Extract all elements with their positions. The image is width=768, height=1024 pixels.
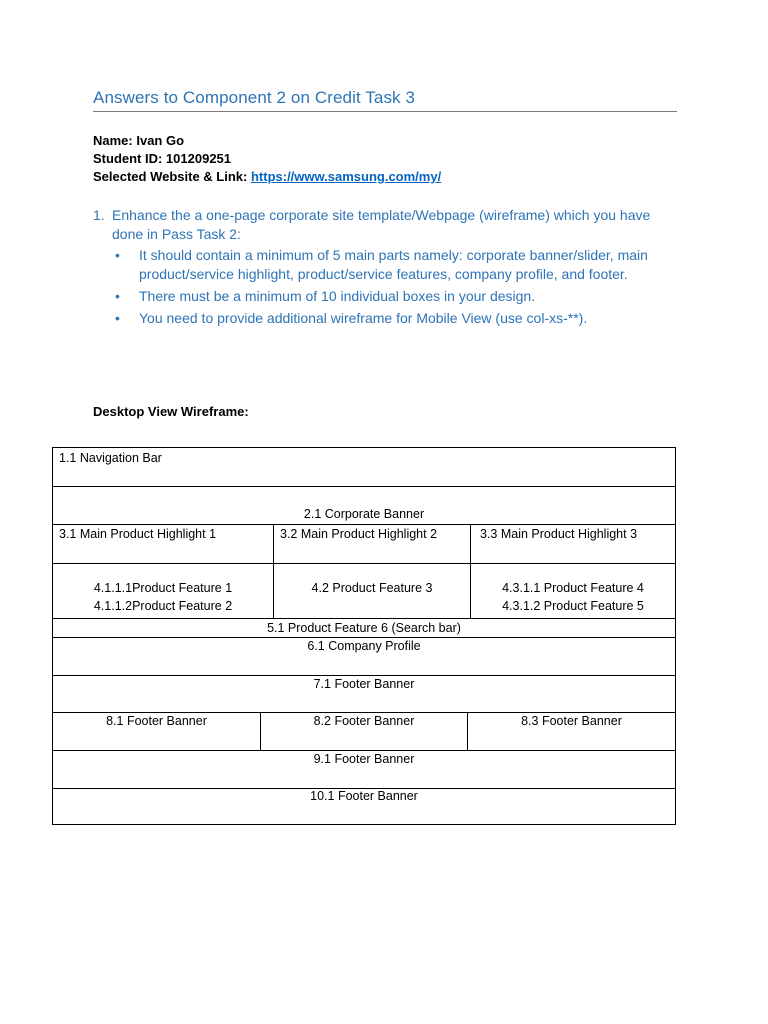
footer-banner-label: 8.1 Footer Banner	[106, 714, 207, 728]
desktop-wireframe-table	[52, 447, 676, 825]
wire-row-highlights	[53, 525, 675, 564]
highlight-cell	[471, 525, 675, 563]
wire-row-footer-7	[53, 676, 675, 713]
footer-banner-label: 9.1 Footer Banner	[313, 752, 415, 766]
highlight-label: 3.1 Main Product Highlight 1	[59, 527, 217, 541]
footer-cell	[261, 713, 468, 750]
wireframe-heading: Desktop View Wireframe:	[93, 404, 249, 419]
wire-row-footer-10	[53, 789, 675, 825]
website-label: Selected Website & Link:	[93, 169, 251, 184]
footer-cell	[53, 713, 261, 750]
feature-cell	[274, 564, 471, 618]
highlight-cell	[274, 525, 471, 563]
feature-label: 4.3.1.2 Product Feature 5	[502, 599, 644, 613]
website-link[interactable]: https://www.samsung.com/my/	[250, 169, 442, 184]
footer-banner-label: 8.2 Footer Banner	[313, 714, 415, 728]
feature-label: 4.3.1.1 Product Feature 4	[502, 581, 644, 595]
feature-cell	[53, 564, 274, 618]
wire-row-banner	[53, 487, 675, 525]
feature-label: 4.1.1.2Product Feature 2	[93, 599, 233, 613]
task-item	[93, 206, 683, 244]
feature-cell	[471, 564, 675, 618]
website-line	[93, 168, 441, 186]
student-info	[93, 132, 441, 186]
wire-row-nav	[53, 448, 675, 487]
wire-row-footer-9	[53, 751, 675, 789]
name-line: Name: Ivan Go	[93, 133, 185, 148]
nav-bar-label: 1.1 Navigation Bar	[59, 451, 162, 465]
highlight-cell	[53, 525, 274, 563]
student-id-line: Student ID: 101209251	[93, 151, 232, 166]
task-list	[93, 206, 683, 331]
task-bullet: • It should contain a minimum of 5 main parts namely: corporate banner/slider, main product/service highlight, product/service features, company profile, and footer.	[139, 246, 683, 284]
task-number: 1.	[93, 207, 105, 223]
highlight-label: 3.2 Main Product Highlight 2	[280, 527, 438, 541]
footer-banner-label: 7.1 Footer Banner	[313, 677, 415, 691]
footer-banner-label: 8.3 Footer Banner	[521, 714, 622, 728]
wire-row-profile	[53, 638, 675, 676]
banner-label: 2.1 Corporate Banner	[303, 507, 425, 521]
wire-row-search	[53, 619, 675, 638]
wire-row-footer-8	[53, 713, 675, 751]
task-text: Enhance the a one-page corporate site template/Webpage (wireframe) which you have done in Pass Task 2:	[112, 207, 651, 242]
company-profile-label: 6.1 Company Profile	[307, 639, 421, 653]
document-title: Answers to Component 2 on Credit Task 3	[93, 88, 677, 112]
task-bullets	[93, 246, 683, 328]
footer-cell	[468, 713, 675, 750]
task-bullet: • You need to provide additional wireframe for Mobile View (use col-xs-**).	[139, 309, 683, 328]
search-bar-label: 5.1 Product Feature 6 (Search bar)	[267, 621, 461, 635]
task-bullet: • There must be a minimum of 10 individual boxes in your design.	[139, 287, 683, 306]
footer-banner-label: 10.1 Footer Banner	[310, 789, 418, 803]
feature-label: 4.1.1.1Product Feature 1	[93, 581, 233, 595]
feature-label: 4.2 Product Feature 3	[311, 581, 433, 595]
highlight-label: 3.3 Main Product Highlight 3	[480, 527, 638, 541]
wire-row-features	[53, 564, 675, 619]
